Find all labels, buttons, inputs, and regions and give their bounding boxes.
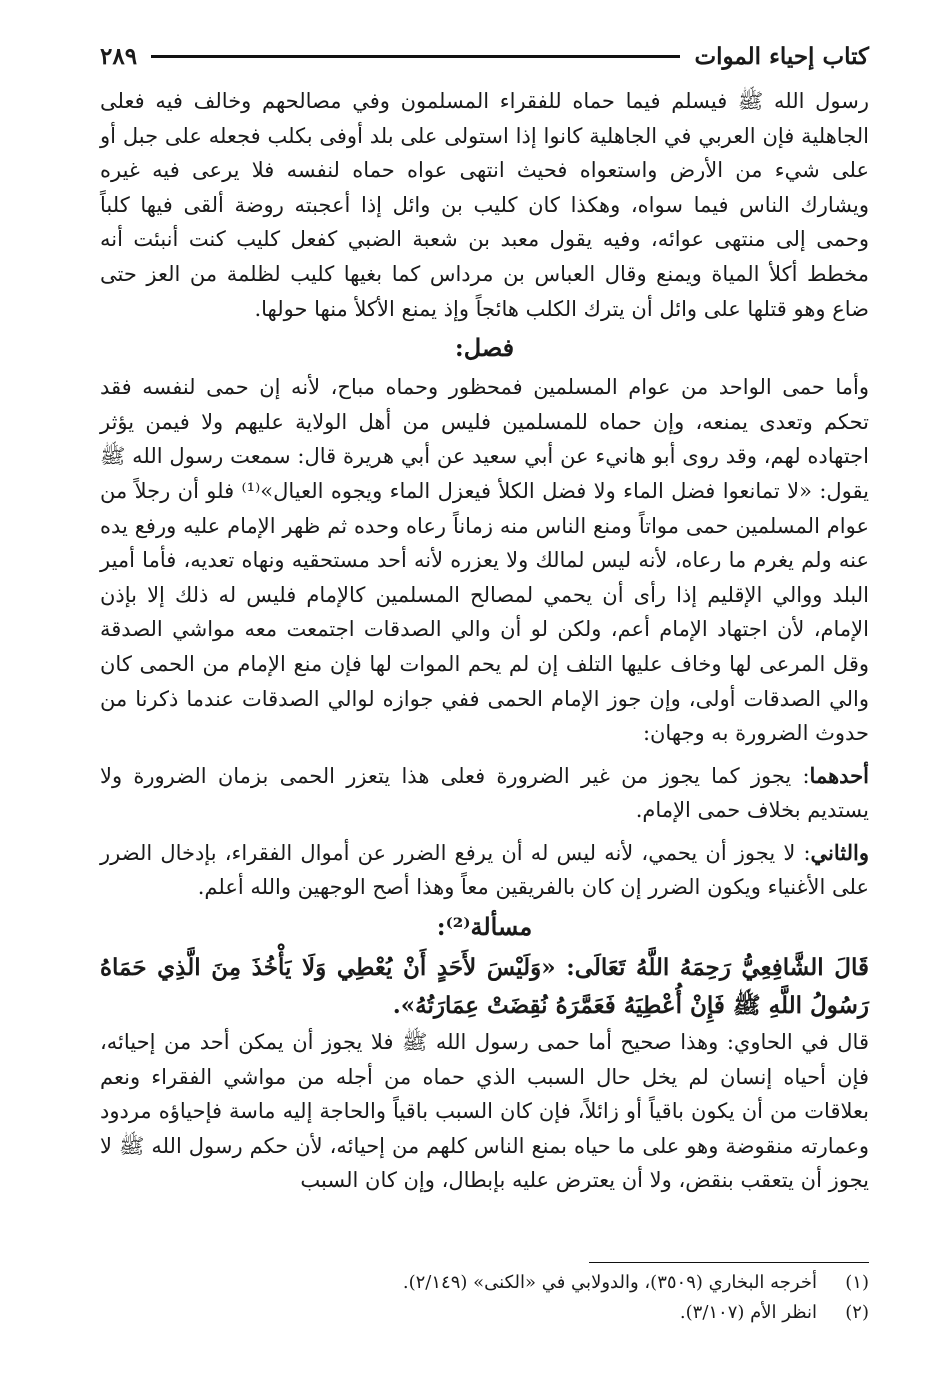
paragraph-first-view — [100, 759, 869, 828]
page-number: ٢٨٩ — [100, 42, 138, 70]
header-rule — [151, 55, 680, 58]
section-heading-fasl: فصل: — [454, 333, 515, 363]
page-body — [100, 84, 869, 1198]
paragraph-second-view — [100, 836, 869, 905]
book-title: كتاب إحياء الموات — [694, 42, 869, 70]
paragraph-1: رسول الله ﷺ فيسلم فيما حماه للفقراء المسلمون وفي مصالحهم وخالف فيه فعلى الجاهلية فإن العربي في الجاهلية كانوا إذا استولى على بلد أوفى بكلب فجعله على جبل أو على شيء من الأرض واستعواه فحيث انتهى عواه حماه لنفسه فلا يرعى فيه غيره ويشارك الناس فيما سواه، وهكذا كان كليب بن وائل إذا أعجبته روضة ألقى فيها كلباً وحمى إلى منتهى عوائه، وفيه يقول معبد بن شعبة الضبي كفعل كليب كنت أنبئت أنه مخطط أكلأ المياة ويمنع وقال العباس بن مرداس كما بغيها كليب لظلمة من العز حتى ضاع وهو قتلها على وائل أن يترك الكلب هائجاً وإذ يمنع الأكلأ منها حولها. — [100, 89, 869, 321]
footnote-1 — [100, 1268, 869, 1298]
shafii-quote: قَالَ الشَّافِعِيُّ رَحِمَهُ اللَّهُ تَعَالَى: «وَلَيْسَ لأَحَدٍ أَنْ يُعْطِي وَلَا يَأْخُذَ مِنَ الَّذِي حَمَاهُ رَسُولُ اللَّهِ ﷺ فَإِنْ أُعْطِيَهُ فَعَمَّرَهُ نُقِضَتْ عِمَارَتُهُ». — [100, 954, 869, 1020]
second-view-text: : لا يجوز أن يحمي، لأنه ليس له أن يرفع الضرر عن أموال الفقراء، بإدخال الضرر على الأغنياء ويكون الضرر إن كان بالفريقين معاً وهذا أصح الوجهين والله أعلم. — [100, 840, 869, 900]
paragraph-hawi: قال في الحاوي: وهذا صحيح أما حمى رسول الله ﷺ فلا يجوز أن يمكن أحد من إحيائه، فإن أحياه إنسان لم يخل حال السبب الذي حماه من أجله من مواشي الفقراء ونعم بعلاقات من أن يكون باقياً أو زائلاً، فإن كان السبب باقياً والحاجة إليه ماسة فإحياؤه مردود وعمارته منقوضة وهو على ما حياه بمنع الناس كلهم من إحيائه، لأن حكم رسول الله ﷺ لا يجوز أن يتعقب بنقض، ولا أن يعترض عليه بإبطال، وإن كان السبب — [100, 1030, 869, 1193]
footnote-rule — [589, 1262, 869, 1263]
section-heading-masala: مسألة⁽²⁾: — [436, 912, 533, 942]
paragraph-2: وأما حمى الواحد من عوام المسلمين فمحظور وحماه مباح، لأنه إن حمى لنفسه فقد تحكم وتعدى يمنعه، وإن حماه للمسلمين فليس من أهل الولاية عليهم ولا فيمن يؤثر اجتهاده لهم، وقد روى أبو هانيء عن أبي سعيد عن أبي هريرة قال: سمعت رسول الله ﷺ يقول: «لا تمانعوا فضل الماء ولا فضل الكلأ فيعزل الماء ويجوه العيال»⁽¹⁾ فلو أن رجلاً من عوام المسلمين حمى مواتاً ومنع الناس منه زماناً رعاه وحده ثم ظهر الإمام عليه ورفع يده عنه ولم يغرم ما رعاه، لأنه ليس لمالك ولا يعزره لأنه أحد مستحقيه ونهاه تعديه، فأما أمير البلد ووالي الإقليم إذا رأى أن يحمي لمصالح المسلمين كالإمام فليس له ذلك إلا بإذن الإمام، لأن اجتهاد الإمام أعم، ولكن لو أن والي الصدقات اجتمعت معه مواشي الصدقة وقل المرعى لها وخاف عليها التلف إن لم يحم الموات لها فإن منع الإمام من الحمى كان والي الصدقات أولى، وإن جوز الإمام الحمى ففي جوازه لوالي الصدقات عندما ذكرنا من حدوث الضرورة به وجهان: — [100, 375, 870, 746]
footnote-text: انظر الأم (٣/١٠٧). — [679, 1302, 817, 1323]
footnotes — [100, 1268, 869, 1328]
page-header — [100, 38, 869, 74]
footnote-number: (١) — [845, 1272, 869, 1293]
first-view-lead: أحدهما — [809, 762, 869, 788]
footnote-text: أخرجه البخاري (٣٥٠٩)، والدولابي في «الكنى» (٢/١٤٩). — [402, 1272, 817, 1293]
first-view-text: : يجوز كما يجوز من غير الضرورة فعلى هذا يتعزر الحمى بزمان الضرورة ولا يستديم بخلاف حمى الإمام. — [100, 763, 869, 823]
footnote-number: (٢) — [845, 1302, 869, 1323]
footnote-2 — [100, 1298, 869, 1328]
second-view-lead: والثاني — [810, 839, 869, 865]
